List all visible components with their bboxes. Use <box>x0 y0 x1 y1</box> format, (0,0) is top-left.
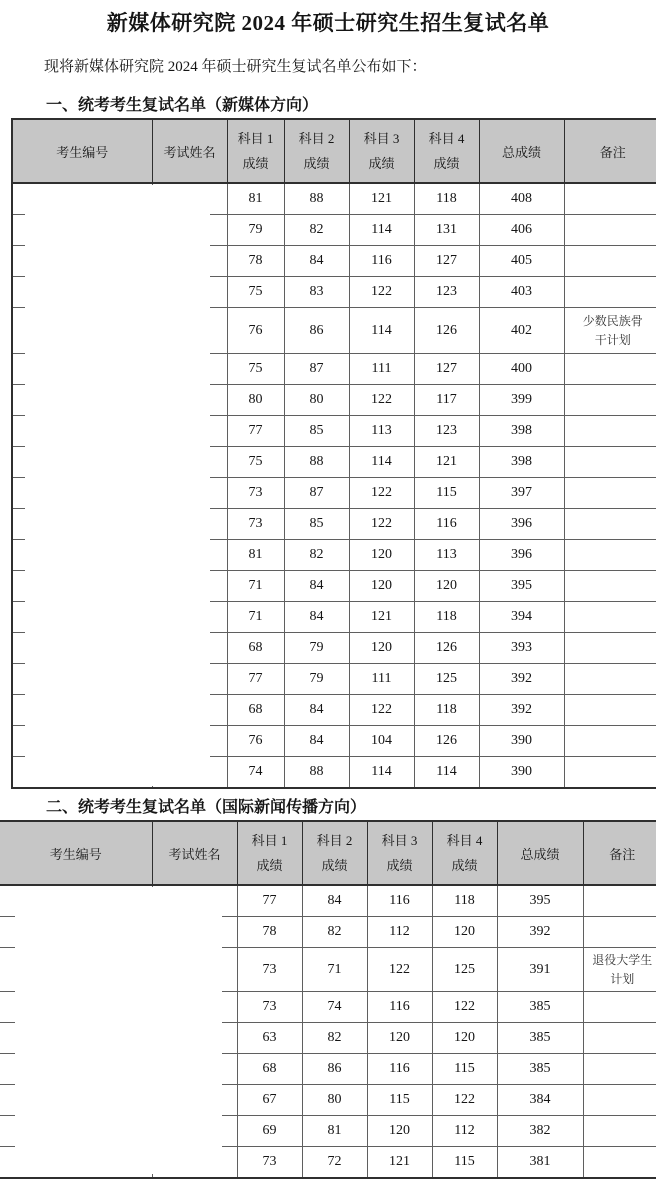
subject3-score-cell: 111 <box>349 354 414 385</box>
subject3-score-cell: 122 <box>349 478 414 509</box>
subject4-score-cell: 126 <box>414 308 479 354</box>
total-score-cell: 393 <box>479 633 564 664</box>
col-header-total: 总成绩 <box>479 119 564 183</box>
col-header-subject4 <box>414 119 479 183</box>
col-header-line: 成绩 <box>368 156 395 171</box>
table-header-row <box>0 821 656 885</box>
subject3-score-cell: 120 <box>367 1023 432 1054</box>
subject3-score-cell: 122 <box>367 948 432 992</box>
subject4-score-cell: 126 <box>414 633 479 664</box>
subject3-score-cell: 122 <box>349 385 414 416</box>
subject1-score-cell: 74 <box>227 757 284 789</box>
total-score-cell: 384 <box>497 1085 583 1116</box>
subject3-score-cell: 116 <box>349 246 414 277</box>
subject2-score-cell: 84 <box>284 726 349 757</box>
remark-cell <box>564 215 656 246</box>
col-header-line: 科目 1 <box>237 131 274 146</box>
total-score-cell: 398 <box>479 447 564 478</box>
subject2-score-cell: 85 <box>284 416 349 447</box>
subject2-score-cell: 82 <box>302 917 367 948</box>
subject2-score-cell: 84 <box>284 695 349 726</box>
subject3-score-cell: 113 <box>349 416 414 447</box>
remark-cell: 退役大学生计划 <box>583 948 656 992</box>
subject1-score-cell: 73 <box>227 478 284 509</box>
remark-cell <box>564 246 656 277</box>
subject1-score-cell: 76 <box>227 726 284 757</box>
subject1-score-cell: 80 <box>227 385 284 416</box>
remark-cell <box>564 416 656 447</box>
col-header-line: 成绩 <box>433 156 460 171</box>
col-header-subject2 <box>302 821 367 885</box>
subject2-score-cell: 79 <box>284 633 349 664</box>
total-score-cell: 403 <box>479 277 564 308</box>
total-score-cell: 390 <box>479 726 564 757</box>
subject4-score-cell: 121 <box>414 447 479 478</box>
subject4-score-cell: 123 <box>414 416 479 447</box>
subject2-score-cell: 80 <box>284 385 349 416</box>
col-header-subject3 <box>349 119 414 183</box>
subject3-score-cell: 116 <box>367 992 432 1023</box>
subject1-score-cell: 73 <box>237 948 302 992</box>
remark-cell <box>564 757 656 789</box>
subject2-score-cell: 87 <box>284 354 349 385</box>
col-header-subject1 <box>227 119 284 183</box>
subject2-score-cell: 84 <box>284 571 349 602</box>
subject3-score-cell: 120 <box>349 633 414 664</box>
redaction-overlay <box>25 185 210 786</box>
subject2-score-cell: 84 <box>284 246 349 277</box>
subject1-score-cell: 79 <box>227 215 284 246</box>
subject1-score-cell: 68 <box>227 633 284 664</box>
table-new-media-wrapper <box>11 118 656 794</box>
total-score-cell: 405 <box>479 246 564 277</box>
col-header-line: 成绩 <box>303 156 330 171</box>
subject2-score-cell: 82 <box>284 215 349 246</box>
subject4-score-cell: 117 <box>414 385 479 416</box>
subject1-score-cell: 73 <box>237 1147 302 1179</box>
col-header-subject3 <box>367 821 432 885</box>
subject2-score-cell: 74 <box>302 992 367 1023</box>
subject4-score-cell: 120 <box>432 917 497 948</box>
col-header-subject2 <box>284 119 349 183</box>
subject4-score-cell: 120 <box>414 571 479 602</box>
remark-cell <box>564 602 656 633</box>
subject4-score-cell: 131 <box>414 215 479 246</box>
subject2-score-cell: 86 <box>302 1054 367 1085</box>
subject4-score-cell: 118 <box>414 695 479 726</box>
subject1-score-cell: 69 <box>237 1116 302 1147</box>
subject2-score-cell: 82 <box>302 1023 367 1054</box>
remark-cell <box>583 1116 656 1147</box>
subject1-score-cell: 77 <box>227 416 284 447</box>
subject1-score-cell: 73 <box>237 992 302 1023</box>
subject3-score-cell: 115 <box>367 1085 432 1116</box>
remark-cell <box>583 885 656 917</box>
subject3-score-cell: 122 <box>349 695 414 726</box>
col-header-subject1 <box>237 821 302 885</box>
remark-cell <box>583 1023 656 1054</box>
subject3-score-cell: 120 <box>349 571 414 602</box>
subject2-score-cell: 88 <box>284 447 349 478</box>
remark-cell <box>564 664 656 695</box>
subject4-score-cell: 123 <box>414 277 479 308</box>
remark-cell <box>564 571 656 602</box>
subject3-score-cell: 114 <box>349 215 414 246</box>
remark-cell <box>564 509 656 540</box>
subject1-score-cell: 81 <box>227 540 284 571</box>
total-score-cell: 392 <box>497 917 583 948</box>
remark-cell <box>564 633 656 664</box>
section2-heading: 二、统考考生复试名单（国际新闻传播方向） <box>46 799 367 816</box>
table-header-row <box>12 119 656 183</box>
total-score-cell: 398 <box>479 416 564 447</box>
remark-cell <box>583 992 656 1023</box>
col-header-line: 科目 1 <box>251 833 288 848</box>
subject2-score-cell: 72 <box>302 1147 367 1179</box>
subject4-score-cell: 118 <box>432 885 497 917</box>
subject1-score-cell: 68 <box>227 695 284 726</box>
remark-cell <box>564 695 656 726</box>
subject1-score-cell: 77 <box>237 885 302 917</box>
col-header-line: 科目 3 <box>363 131 400 146</box>
col-header-line: 科目 3 <box>381 833 418 848</box>
subject1-score-cell: 75 <box>227 277 284 308</box>
subject1-score-cell: 71 <box>227 571 284 602</box>
subject3-score-cell: 122 <box>349 277 414 308</box>
subject4-score-cell: 115 <box>432 1054 497 1085</box>
col-header-line: 科目 2 <box>316 833 353 848</box>
subject4-score-cell: 115 <box>414 478 479 509</box>
subject3-score-cell: 121 <box>349 602 414 633</box>
subject4-score-cell: 115 <box>432 1147 497 1179</box>
subject2-score-cell: 71 <box>302 948 367 992</box>
total-score-cell: 381 <box>497 1147 583 1179</box>
total-score-cell: 392 <box>479 695 564 726</box>
col-header-exam-name: 考试姓名 <box>152 119 227 183</box>
redaction-overlay <box>15 887 222 1174</box>
total-score-cell: 385 <box>497 1023 583 1054</box>
subject4-score-cell: 127 <box>414 246 479 277</box>
subject2-score-cell: 88 <box>284 757 349 789</box>
intro-text: 现将新媒体研究院 2024 年硕士研究生复试名单公布如下： <box>44 59 427 75</box>
subject4-score-cell: 125 <box>432 948 497 992</box>
subject4-score-cell: 112 <box>432 1116 497 1147</box>
total-score-cell: 390 <box>479 757 564 789</box>
subject1-score-cell: 75 <box>227 354 284 385</box>
remark-cell <box>564 385 656 416</box>
subject2-score-cell: 83 <box>284 277 349 308</box>
col-header-subject4 <box>432 821 497 885</box>
subject2-score-cell: 88 <box>284 183 349 215</box>
subject2-score-cell: 85 <box>284 509 349 540</box>
remark-cell <box>583 1054 656 1085</box>
subject3-score-cell: 114 <box>349 447 414 478</box>
subject3-score-cell: 112 <box>367 917 432 948</box>
total-score-cell: 402 <box>479 308 564 354</box>
total-score-cell: 396 <box>479 540 564 571</box>
total-score-cell: 394 <box>479 602 564 633</box>
subject1-score-cell: 77 <box>227 664 284 695</box>
col-header-line: 科目 2 <box>298 131 335 146</box>
total-score-cell: 391 <box>497 948 583 992</box>
remark-cell <box>564 354 656 385</box>
subject3-score-cell: 116 <box>367 885 432 917</box>
subject3-score-cell: 114 <box>349 757 414 789</box>
total-score-cell: 385 <box>497 992 583 1023</box>
subject1-score-cell: 81 <box>227 183 284 215</box>
subject3-score-cell: 111 <box>349 664 414 695</box>
total-score-cell: 396 <box>479 509 564 540</box>
subject3-score-cell: 120 <box>367 1116 432 1147</box>
subject3-score-cell: 122 <box>349 509 414 540</box>
col-header-line: 成绩 <box>386 858 413 873</box>
subject3-score-cell: 121 <box>349 183 414 215</box>
remark-cell <box>564 183 656 215</box>
total-score-cell: 395 <box>497 885 583 917</box>
subject2-score-cell: 87 <box>284 478 349 509</box>
subject4-score-cell: 126 <box>414 726 479 757</box>
subject2-score-cell: 79 <box>284 664 349 695</box>
total-score-cell: 395 <box>479 571 564 602</box>
subject1-score-cell: 78 <box>237 917 302 948</box>
subject4-score-cell: 122 <box>432 992 497 1023</box>
total-score-cell: 406 <box>479 215 564 246</box>
total-score-cell: 397 <box>479 478 564 509</box>
remark-cell <box>564 540 656 571</box>
subject4-score-cell: 118 <box>414 602 479 633</box>
subject4-score-cell: 122 <box>432 1085 497 1116</box>
table-intl-news-wrapper <box>0 820 656 1182</box>
subject3-score-cell: 121 <box>367 1147 432 1179</box>
subject2-score-cell: 84 <box>284 602 349 633</box>
subject4-score-cell: 127 <box>414 354 479 385</box>
remark-cell: 少数民族骨干计划 <box>564 308 656 354</box>
subject2-score-cell: 81 <box>302 1116 367 1147</box>
subject4-score-cell: 113 <box>414 540 479 571</box>
total-score-cell: 399 <box>479 385 564 416</box>
subject2-score-cell: 86 <box>284 308 349 354</box>
subject1-score-cell: 78 <box>227 246 284 277</box>
total-score-cell: 408 <box>479 183 564 215</box>
subject4-score-cell: 120 <box>432 1023 497 1054</box>
remark-cell <box>583 1147 656 1179</box>
subject1-score-cell: 63 <box>237 1023 302 1054</box>
remark-cell <box>564 726 656 757</box>
subject4-score-cell: 125 <box>414 664 479 695</box>
total-score-cell: 385 <box>497 1054 583 1085</box>
remark-cell <box>583 917 656 948</box>
col-header-line: 科目 4 <box>446 833 483 848</box>
subject1-score-cell: 76 <box>227 308 284 354</box>
remark-cell <box>564 277 656 308</box>
page-title: 新媒体研究院 2024 年硕士研究生招生复试名单 <box>106 11 550 35</box>
remark-cell <box>583 1085 656 1116</box>
section1-heading: 一、统考考生复试名单（新媒体方向） <box>46 97 319 114</box>
subject4-score-cell: 114 <box>414 757 479 789</box>
subject3-score-cell: 116 <box>367 1054 432 1085</box>
col-header-line: 成绩 <box>242 156 269 171</box>
col-header-line: 科目 4 <box>428 131 465 146</box>
subject3-score-cell: 104 <box>349 726 414 757</box>
col-header-line: 成绩 <box>256 858 283 873</box>
subject3-score-cell: 120 <box>349 540 414 571</box>
subject2-score-cell: 82 <box>284 540 349 571</box>
subject4-score-cell: 118 <box>414 183 479 215</box>
total-score-cell: 382 <box>497 1116 583 1147</box>
subject1-score-cell: 71 <box>227 602 284 633</box>
total-score-cell: 400 <box>479 354 564 385</box>
remark-cell <box>564 478 656 509</box>
col-header-remark: 备注 <box>583 821 656 885</box>
subject1-score-cell: 73 <box>227 509 284 540</box>
col-header-remark: 备注 <box>564 119 656 183</box>
col-header-total: 总成绩 <box>497 821 583 885</box>
subject2-score-cell: 84 <box>302 885 367 917</box>
subject1-score-cell: 68 <box>237 1054 302 1085</box>
col-header-candidate-id: 考生编号 <box>0 821 152 885</box>
col-header-exam-name: 考试姓名 <box>152 821 237 885</box>
subject3-score-cell: 114 <box>349 308 414 354</box>
subject1-score-cell: 75 <box>227 447 284 478</box>
total-score-cell: 392 <box>479 664 564 695</box>
remark-cell <box>564 447 656 478</box>
col-header-line: 成绩 <box>321 858 348 873</box>
subject2-score-cell: 80 <box>302 1085 367 1116</box>
col-header-candidate-id: 考生编号 <box>12 119 152 183</box>
subject4-score-cell: 116 <box>414 509 479 540</box>
subject1-score-cell: 67 <box>237 1085 302 1116</box>
col-header-line: 成绩 <box>451 858 478 873</box>
